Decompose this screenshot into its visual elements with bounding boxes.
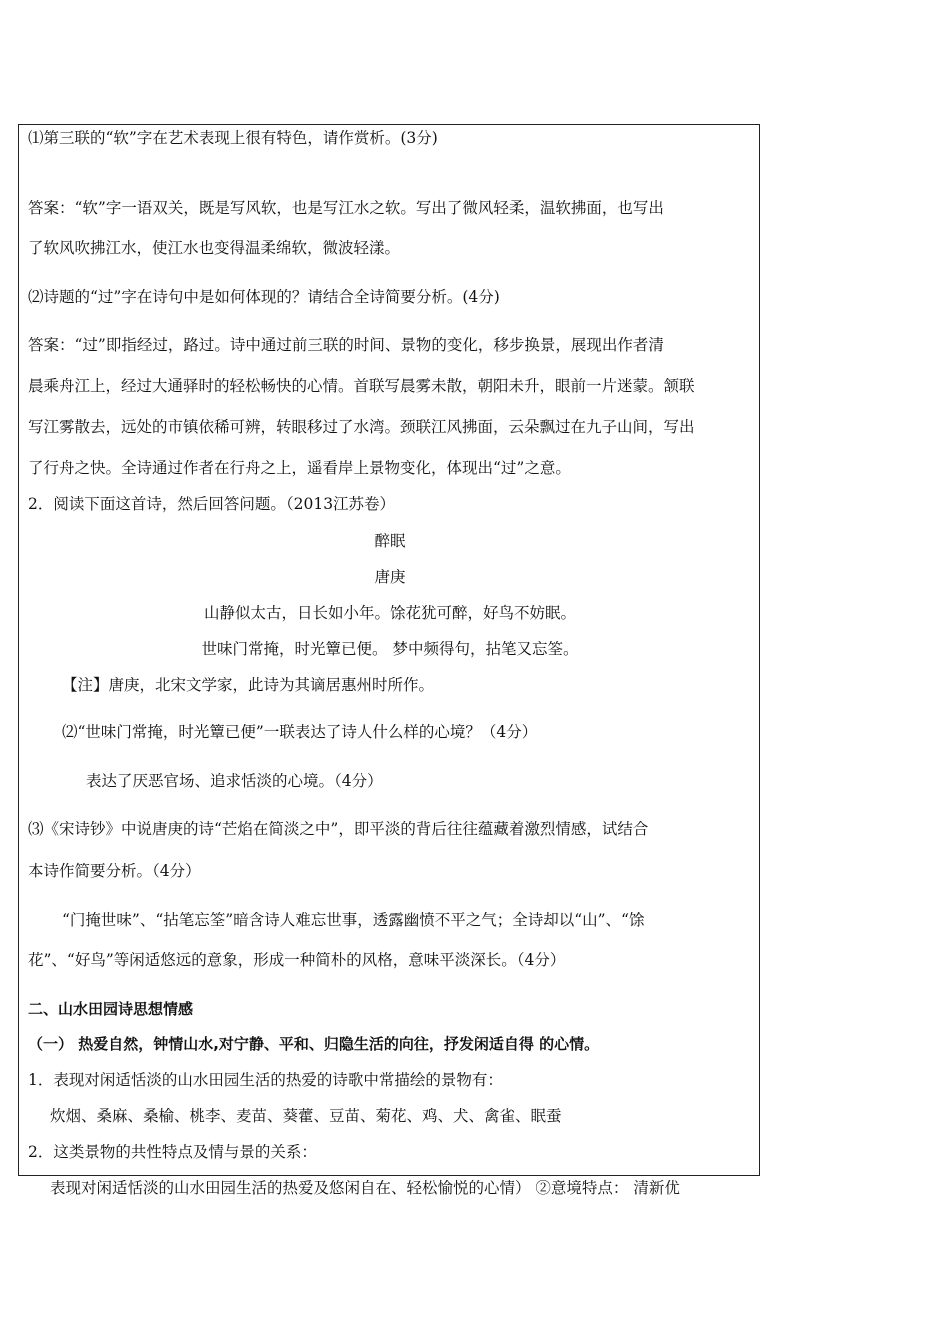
answer-2-line-3: 写江雾散去，远处的市镇依稀可辨，转眼移过了水湾。颈联江风拂面，云朵飘过在九子山间，写出 (28, 418, 695, 436)
question-4-line-2: 本诗作简要分析。（4分） (28, 862, 201, 880)
poem-line-2: 世味门常掩，时光簟已便。 梦中频得句，拈笔又忘筌。 (201, 640, 579, 658)
item-1-value: 炊烟、桑麻、桑榆、桃李、麦苗、葵藿、豆苗、菊花、鸡、犬、禽雀、眠蚕 (50, 1107, 562, 1125)
answer-4-line-1: “门掩世味”、“拈笔忘筌”暗含诗人难忘世事，透露幽愤不平之气；全诗却以“山”、“馀 (62, 911, 645, 929)
question-3: ⑵“世味门常掩，时光簟已便”一联表达了诗人什么样的心境？（4分） (62, 723, 538, 741)
answer-2-line-2: 晨乘舟江上，经过大通驿时的轻松畅快的心情。首联写晨雾未散，朝阳未升，眼前一片迷蒙。颔联 (28, 377, 695, 395)
answer-1-line-1: 答案：“软”字一语双关，既是写风软，也是写江水之软。写出了微风轻柔，温软拂面，也写出 (28, 199, 664, 217)
subsection-heading: （一） 热爱自然，钟情山水,对宁静、平和、归隐生活的向往，抒发闲适自得 的心情。 (28, 1035, 600, 1053)
poem-author: 唐庚 (374, 568, 406, 586)
answer-4-line-2: 花”、“好鸟”等闲适悠远的意象，形成一种简朴的风格，意味平淡深长。（4分） (28, 951, 566, 969)
question-2: ⑵诗题的“过”字在诗句中是如何体现的？请结合全诗简要分析。(4分) (28, 288, 500, 306)
item-2: 2．这类景物的共性特点及情与景的关系： (28, 1143, 317, 1161)
question-4-line-1: ⑶《宋诗钞》中说唐庚的诗“芒焰在简淡之中”，即平淡的背后往往蕴藏着激烈情感，试结合 (28, 820, 649, 838)
question-1: ⑴第三联的“软”字在艺术表现上很有特色，请作赏析。(3分) (28, 129, 438, 147)
item-1: 1．表现对闲适恬淡的山水田园生活的热爱的诗歌中常描绘的景物有： (28, 1071, 503, 1089)
poem-line-1: 山静似太古，日长如小年。馀花犹可醉，好鸟不妨眠。 (203, 604, 576, 622)
answer-1-line-2: 了软风吹拂江水，使江水也变得温柔绵软，微波轻漾。 (28, 239, 401, 257)
item-2-value: 表现对闲适恬淡的山水田园生活的热爱及悠闲自在、轻松愉悦的心情） ②意境特点： 清新优 (50, 1179, 680, 1197)
answer-2-line-1: 答案：“过”即指经过，路过。诗中通过前三联的时间、景物的变化，移步换景，展现出作者清 (28, 336, 664, 354)
answer-2-line-4: 了行舟之快。全诗通过作者在行舟之上，遥看岸上景物变化，体现出“过”之意。 (28, 459, 571, 477)
answer-3: 表达了厌恶官场、追求恬淡的心境。（4分） (86, 772, 383, 790)
problem-2-heading: 2．阅读下面这首诗，然后回答问题。（2013江苏卷） (28, 495, 396, 513)
poem-title: 醉眠 (374, 532, 406, 550)
section-heading: 二、山水田园诗思想情感 (28, 1000, 194, 1018)
poem-note: 【注】唐庚，北宋文学家，此诗为其谪居惠州时所作。 (62, 676, 435, 694)
